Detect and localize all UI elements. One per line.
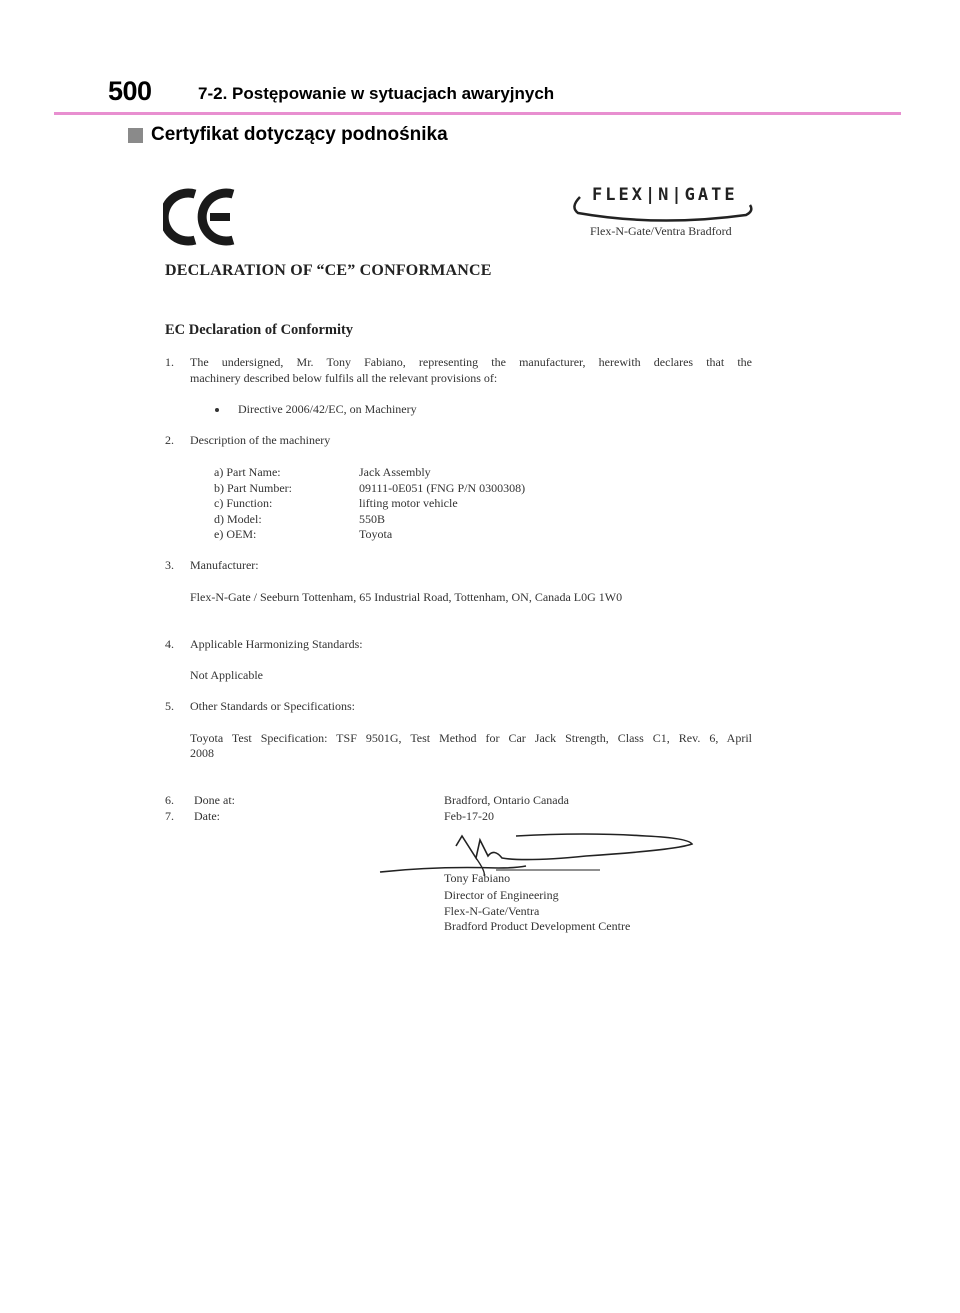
bullet-icon <box>215 408 219 412</box>
part-row-value: lifting motor vehicle <box>359 496 458 510</box>
done-at-label: Done at: <box>194 793 235 807</box>
company-subtitle: Flex-N-Gate/Ventra Bradford <box>590 224 732 238</box>
item-number: 6. <box>165 793 174 807</box>
item3-label: Manufacturer: <box>190 558 259 572</box>
item-number: 7. <box>165 809 174 823</box>
item-number: 5. <box>165 699 174 713</box>
chapter-title: 7-2. Postępowanie w sytuacjach awaryjnych <box>198 84 555 103</box>
part-row-value: Toyota <box>359 527 393 541</box>
ce-mark-icon <box>163 186 237 248</box>
signatory-title: Director of Engineering <box>444 888 559 902</box>
item1-line1: The undersigned, Mr. Tony Fabiano, representing the manufacturer, herewith declares that the <box>190 355 752 369</box>
item5-label: Other Standards or Specifications: <box>190 699 355 713</box>
header-divider <box>54 112 901 115</box>
part-row-key: d) Model: <box>214 512 262 526</box>
signatory-name: Tony Fabiano <box>444 871 511 885</box>
manufacturer-address: Flex-N-Gate / Seeburn Tottenham, 65 Industrial Road, Tottenham, ON, Canada L0G 1W0 <box>190 590 623 604</box>
harmonizing-standards-value: Not Applicable <box>190 668 263 682</box>
item-number: 1. <box>165 355 174 369</box>
signatory-company: Flex-N-Gate/Ventra <box>444 904 540 918</box>
part-row-key: c) Function: <box>214 496 273 510</box>
item2-label: Description of the machinery <box>190 433 331 447</box>
logo-wordmark: FLEX|N|GATE <box>592 185 738 205</box>
signatory-department: Bradford Product Development Centre <box>444 919 631 933</box>
page-number: 500 <box>108 76 152 106</box>
part-row-value: 09111-0E051 (FNG P/N 0300308) <box>359 481 526 495</box>
item-number: 2. <box>165 433 174 447</box>
directive-text: Directive 2006/42/EC, on Machinery <box>238 402 417 416</box>
item1-line2: machinery described below fulfils all the relevant provisions of: <box>190 371 498 385</box>
item-number: 4. <box>165 637 174 651</box>
item-number: 3. <box>165 558 174 572</box>
test-spec-line1: Toyota Test Specification: TSF 9501G, Test Method for Car Jack Strength, Class C1, Rev. 6, April <box>190 731 752 745</box>
part-row-key: b) Part Number: <box>214 481 292 495</box>
handwritten-signature <box>376 828 698 878</box>
ec-declaration-title: EC Declaration of Conformity <box>165 322 354 338</box>
part-row-key: a) Part Name: <box>214 465 281 479</box>
section-square-icon <box>128 128 143 143</box>
date-label: Date: <box>194 809 220 823</box>
date-value: Feb-17-20 <box>444 809 494 823</box>
declaration-title: DECLARATION OF “CE” CONFORMANCE <box>165 262 492 279</box>
part-row-key: e) OEM: <box>214 527 257 541</box>
test-spec-line2: 2008 <box>190 746 214 760</box>
part-row-value: 550B <box>359 512 386 526</box>
section-heading: Certyfikat dotyczący podnośnika <box>151 124 448 145</box>
part-row-value: Jack Assembly <box>359 465 431 479</box>
item4-label: Applicable Harmonizing Standards: <box>190 637 363 651</box>
done-at-value: Bradford, Ontario Canada <box>444 793 569 807</box>
